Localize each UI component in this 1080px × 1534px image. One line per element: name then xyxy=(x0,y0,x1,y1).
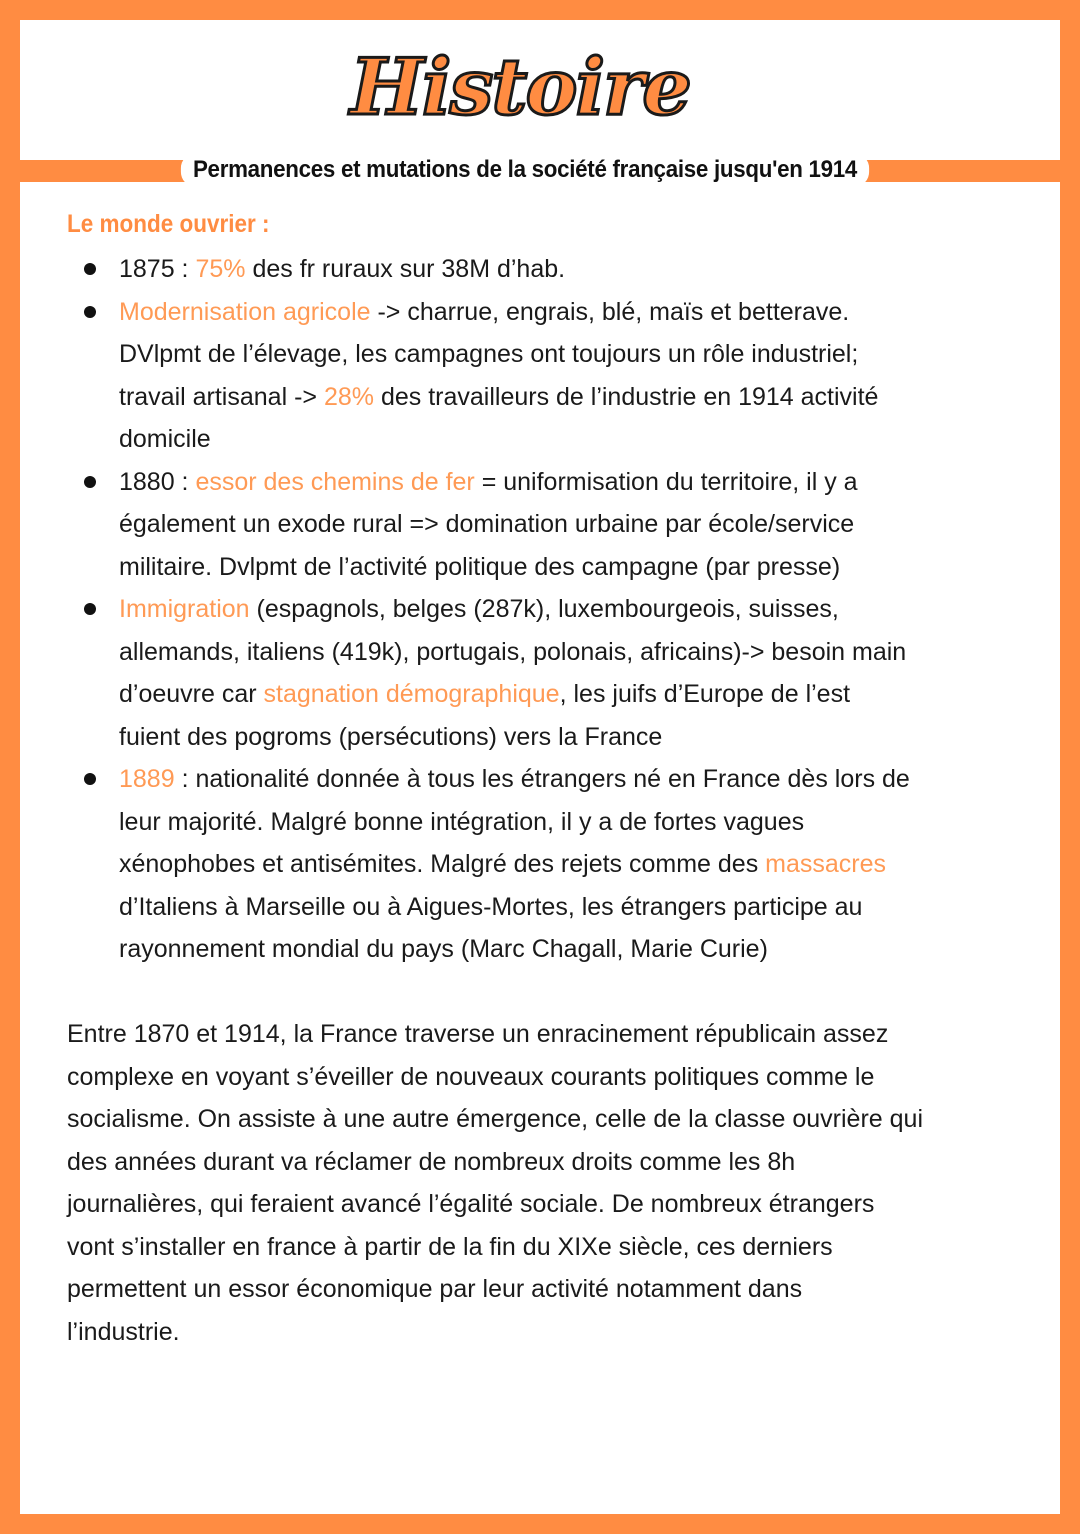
text: fuient des pogroms (persécutions) vers la France xyxy=(119,722,663,751)
text-line xyxy=(119,886,1040,929)
text-line xyxy=(119,461,1040,504)
bullet-dot-icon xyxy=(84,773,96,785)
bullet-item xyxy=(80,588,1040,758)
text-line xyxy=(119,291,1040,334)
text: allemands, italiens (419k), portugais, polonais, africains)-> besoin main xyxy=(119,637,907,666)
paragraph-line: permettent un essor économique par leur activité notamment dans xyxy=(67,1275,803,1303)
bullet-dot-icon xyxy=(84,306,96,318)
bullet-dot-icon xyxy=(84,603,96,615)
text: d’Italiens à Marseille ou à Aigues-Mortes, les étrangers participe au xyxy=(119,892,863,921)
text-line xyxy=(119,333,1040,376)
text: également un exode rural => domination urbaine par école/service xyxy=(119,510,855,538)
text: domicile xyxy=(119,425,211,453)
highlighted-text: essor des chemins de fer xyxy=(195,467,475,496)
highlighted-text: Immigration xyxy=(119,595,250,623)
text: rayonnement mondial du pays (Marc Chagall, Marie Curie) xyxy=(119,935,768,963)
paragraph-line: vont s’installer en france à partir de la fin du XIXe siècle, ces derniers xyxy=(67,1232,833,1261)
text: : nationalité donnée à tous les étrangers né en France dès lors de xyxy=(174,765,910,793)
text: xénophobes et antisémites. Malgré des rejets comme des xyxy=(119,850,766,878)
text-line xyxy=(119,801,1040,844)
highlighted-text: 1889 xyxy=(119,765,175,793)
bullet-item xyxy=(80,291,1040,461)
text-line xyxy=(119,376,1040,419)
bullet-item xyxy=(80,461,1040,589)
paragraph-line: socialisme. On assiste à une autre émergence, celle de la classe ouvrière qui xyxy=(67,1105,923,1133)
text-line xyxy=(119,546,1040,589)
text: travail artisanal -> xyxy=(119,382,324,411)
bullet-list xyxy=(80,248,1040,971)
page-subtitle: Permanences et mutations de la société française jusqu'en 1914 xyxy=(181,154,869,186)
paragraph-line: l’industrie. xyxy=(67,1317,180,1346)
text: = uniformisation du territoire, il y a xyxy=(474,467,858,496)
text-line xyxy=(119,928,1040,971)
text-line xyxy=(119,843,1040,886)
highlighted-text: 28% xyxy=(323,382,374,411)
highlighted-text: stagnation démographique xyxy=(263,680,560,708)
bullet-dot-icon xyxy=(84,476,96,488)
text: (espagnols, belges (287k), luxembourgeois, suisses, xyxy=(249,595,839,623)
highlighted-text: massacres xyxy=(765,850,887,878)
paragraph-line: journalières, qui feraient avancé l’égalité sociale. De nombreux étrangers xyxy=(67,1190,875,1218)
text: militaire. Dvlpmt de l’activité politique des campagne (par presse) xyxy=(119,552,841,581)
text-line xyxy=(119,588,1040,631)
section-title: Le monde ouvrier : xyxy=(67,210,270,238)
paragraph-line: des années durant va réclamer de nombreux droits comme les 8h xyxy=(67,1147,796,1176)
text: DVlpmt de l’élevage, les campagnes ont toujours un rôle industriel; xyxy=(119,340,859,368)
page-title: Histoire xyxy=(350,42,690,133)
bullet-dot-icon xyxy=(84,263,96,275)
summary-paragraph xyxy=(67,1013,1027,1353)
paragraph-line: Entre 1870 et 1914, la France traverse un enracinement républicain assez xyxy=(67,1020,889,1048)
paragraph-line: complexe en voyant s’éveiller de nouveaux courants politiques comme le xyxy=(67,1062,875,1091)
text-line xyxy=(119,418,1040,461)
text: 1880 : xyxy=(119,467,196,496)
text-line xyxy=(119,716,1040,759)
text: -> charrue, engrais, blé, maïs et betterave. xyxy=(370,297,850,326)
text: leur majorité. Malgré bonne intégration, il y a de fortes vagues xyxy=(119,807,805,836)
bullet-item xyxy=(80,758,1040,971)
text-line xyxy=(119,673,1040,716)
text: d’oeuvre car xyxy=(119,680,264,708)
highlighted-text: Modernisation agricole xyxy=(119,297,371,326)
text-line xyxy=(119,503,1040,546)
text: 1875 : xyxy=(119,255,196,283)
text-line xyxy=(119,758,1040,801)
highlighted-text: 75% xyxy=(195,255,246,283)
bullet-item xyxy=(80,248,1040,291)
text-line xyxy=(119,631,1040,674)
text: des fr ruraux sur 38M d’hab. xyxy=(245,255,566,283)
text: des travailleurs de l’industrie en 1914 activité xyxy=(374,382,879,411)
text: , les juifs d’Europe de l’est xyxy=(559,680,851,708)
text-line xyxy=(119,248,1040,291)
